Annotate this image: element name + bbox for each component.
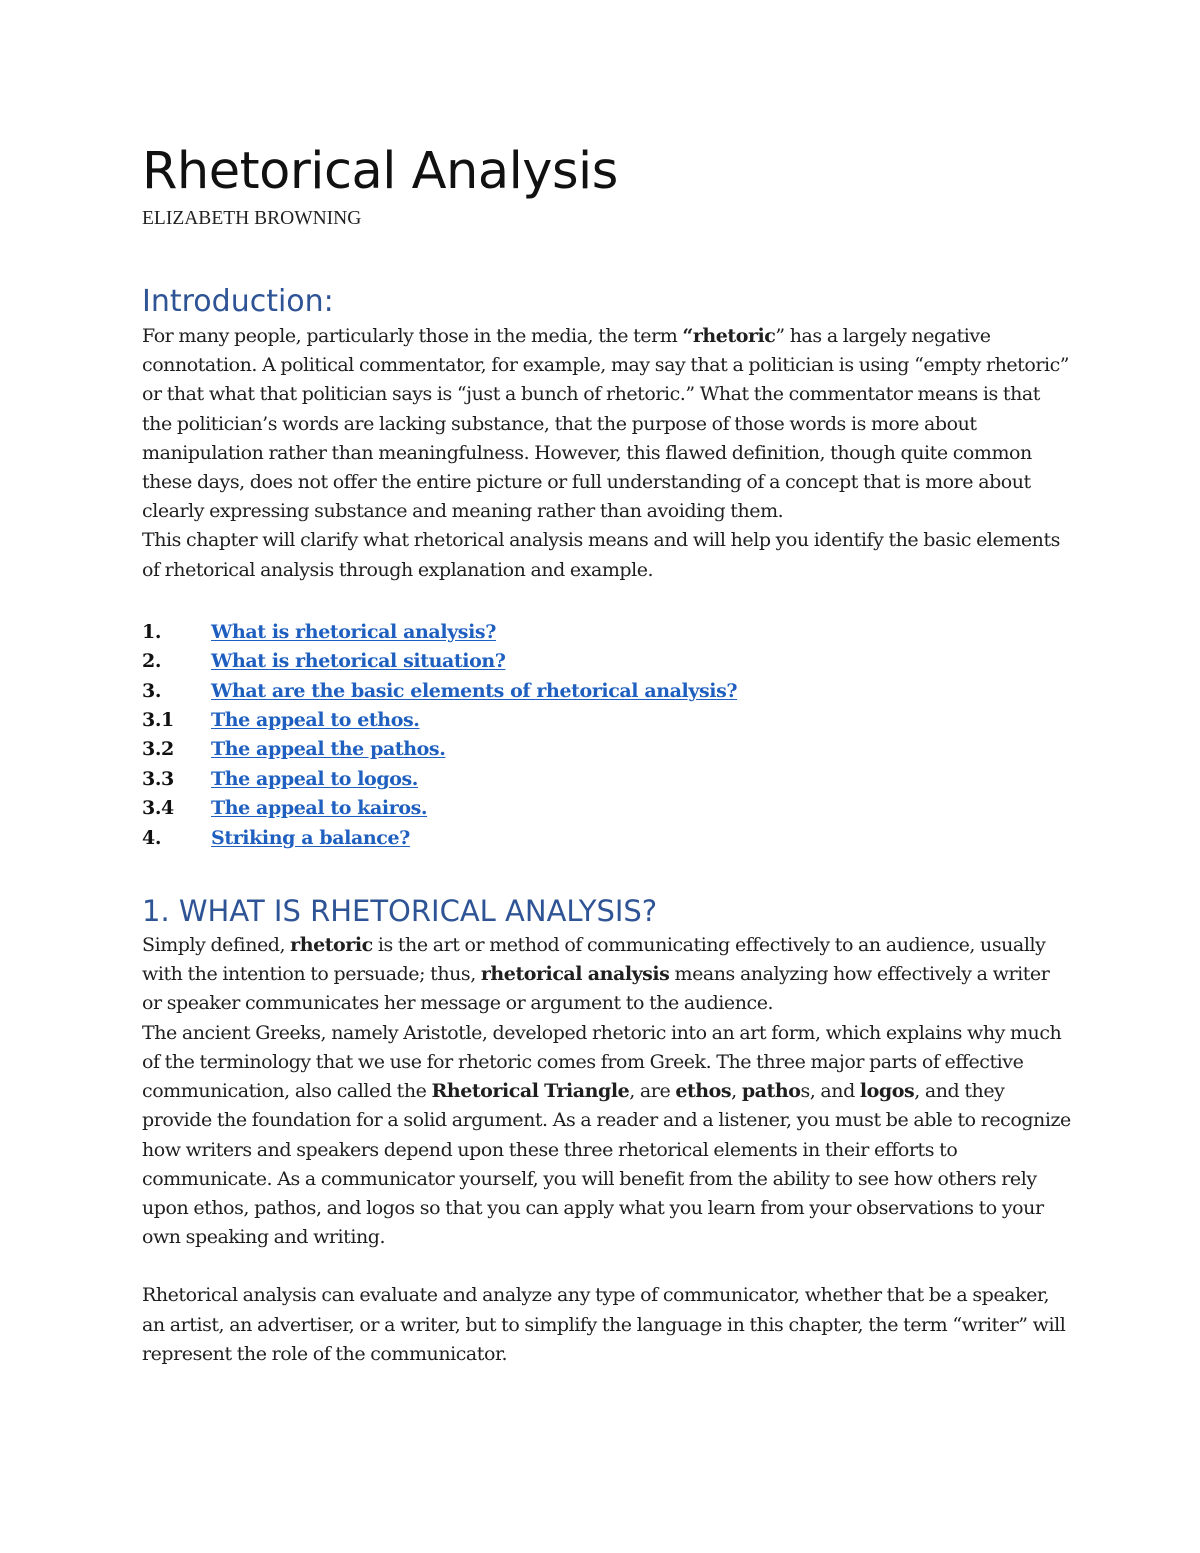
text-run: , are [629,1080,676,1103]
text-run: , [731,1080,742,1103]
text-run: , and they provide the foundation for a solid argument. As a reader and a listener, you must be able to recognize how writers and speakers depend upon these three rhetorical elements in their efforts to communicate. As a communicator yourself, you will benefit from the ability to see how others rely upon ethos, pathos, and logos so that you can apply what you learn from your observations to your own speaking and writing. [142,1080,1071,1249]
toc-item [142,647,1072,676]
section-1-paragraph-1 [142,931,1072,1019]
toc-link-appeal-pathos[interactable]: The appeal the pathos. [211,738,446,761]
toc-item [142,706,1072,735]
section-1-heading: 1. WHAT IS RHETORICAL ANALYSIS? [142,894,658,929]
paragraph-spacer [142,1252,1072,1281]
bold-term-rhetoric: “rhetoric [682,325,776,347]
bold-term-logos: logos [859,1080,915,1103]
toc-link-striking-balance[interactable]: Striking a balance? [211,826,410,849]
text-run: For many people, particularly those in the media, the term [142,325,683,347]
toc-item [142,618,1072,647]
toc-link-appeal-kairos[interactable]: The appeal to kairos. [211,797,428,820]
toc-link-appeal-logos[interactable]: The appeal to logos. [211,767,418,790]
toc-number: 3.1 [142,709,174,732]
bold-term-rhetorical-analysis: rhetorical analysis [480,963,670,986]
text-run: ” has a largely negative connotation. A political commentator, for example, may say that a politician is using “empty rhetoric” or that what that politician says is “just a bunch of rhetoric.” What the commentator means is that the politician’s words are lacking substance, that the purpose of those words is more about manipulation rather than meaningfulness. However, this flawed definition, though quite common these days, does not offer the entire picture or full understanding of a concept that is more about clearly expressing substance and meaning rather than avoiding them. [142,325,1070,523]
toc-number: 3. [142,679,162,702]
bold-term-rhetorical-triangle: Rhetorical Triangle [431,1080,630,1103]
toc-item [142,824,1072,853]
toc-number: 1. [142,620,162,643]
table-of-contents [142,618,1072,853]
toc-link-appeal-ethos[interactable]: The appeal to ethos. [211,709,420,732]
bold-term-ethos: ethos [675,1080,732,1103]
toc-item [142,735,1072,764]
toc-number: 3.2 [142,738,174,761]
toc-number: 3.4 [142,797,174,820]
toc-link-what-is-rhetorical-analysis[interactable]: What is rhetorical analysis? [211,620,496,643]
bold-term-rhetoric: rhetoric [290,934,373,957]
document-title: Rhetorical Analysis [142,142,618,201]
introduction-heading: Introduction: [142,284,334,319]
text-run: Simply defined, [142,934,291,957]
section-1-paragraph-2 [142,1019,1072,1253]
toc-item [142,677,1072,706]
toc-link-basic-elements[interactable]: What are the basic elements of rhetorical analysis? [211,679,738,702]
text-run: means analyzing how effectively a writer or speaker communicates her message or argument to the audience. [142,963,1050,1015]
text-run: The ancient Greeks, namely Aristotle, developed rhetoric into an art form, which explains why much of the terminology that we use for rhetoric comes from Greek. The three major parts of effective communication, also called the [142,1021,1062,1103]
bold-term-pathos: patho [741,1080,801,1103]
toc-item [142,794,1072,823]
toc-number: 3.3 [142,767,174,790]
introduction-paragraph-2: This chapter will clarify what rhetorical analysis means and will help you identify the basic elements of rhetorical analysis through explanation and example. [142,529,1060,581]
document-author: ELIZABETH BROWNING [142,208,362,229]
section-1-paragraph-3: Rhetorical analysis can evaluate and analyze any type of communicator, whether that be a speaker, an artist, an advertiser, or a writer, but to simplify the language in this chapter, the term “writer” will represent the role of the communicator. [142,1284,1066,1365]
toc-number: 2. [142,650,162,673]
text-run: is the art or method of communicating effectively to an audience, usually with the intention to persuade; thus, [142,934,1046,986]
introduction-paragraph-1 [142,322,1072,526]
toc-item [142,765,1072,794]
toc-number: 4. [142,826,162,849]
document-page [142,140,1072,1369]
toc-link-rhetorical-situation[interactable]: What is rhetorical situation? [211,650,506,673]
text-run: s, and [800,1080,860,1103]
